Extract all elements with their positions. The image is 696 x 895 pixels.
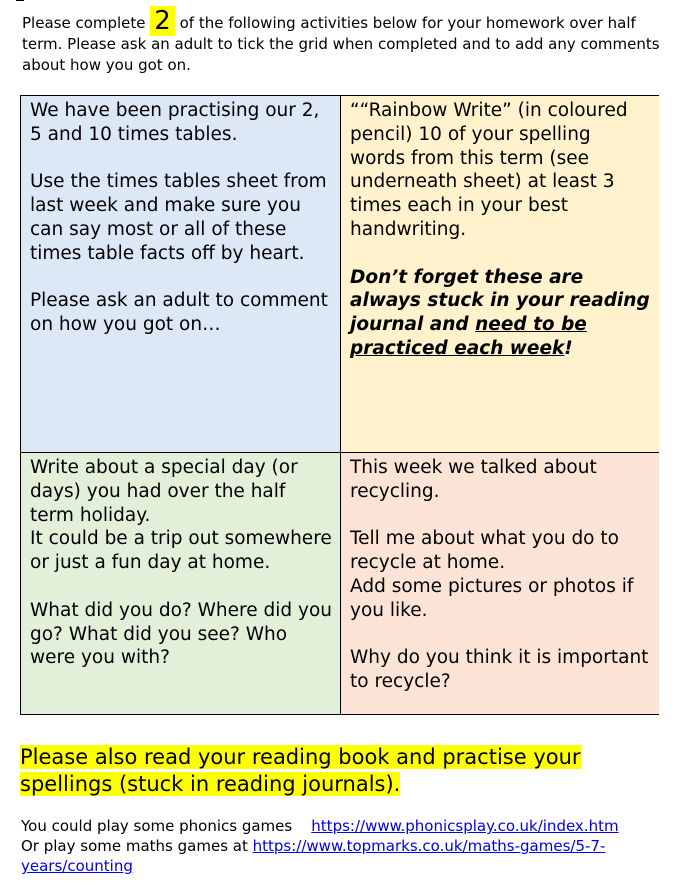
activity-count: 2 [150,6,175,36]
reading-note-text: Please also read your reading book and practise your spellings (stuck in reading journals). [20,745,581,796]
recycling-task: Tell me about what you do to recycle at home. [350,528,619,574]
phonics-link[interactable]: https://www.phonicsplay.co.uk/index.htm [311,817,619,835]
maths-games-link[interactable]: https://www.topmarks.co.uk/maths-games/5-7-years/counting [21,837,606,875]
activity-grid [20,95,659,715]
spelling-reminder-emphasis: need to be practiced each week [350,314,587,359]
game-links [21,816,681,876]
special-day-task: Write about a special day (or days) you had over the half term holiday. [30,457,298,526]
maths-text: Or play some maths games at [21,837,248,855]
corner-mark [16,0,24,1]
special-day-questions: What did you do? Where did you go? What did you see? Who were you with? [30,599,332,669]
activity-special-day [21,453,341,714]
times-tables-intro: We have been practising our 2, 5 and 10 times tables. [30,100,320,145]
activity-recycling [341,453,659,714]
spelling-reminder-end: ! [564,337,573,359]
times-tables-comment: Please ask an adult to comment on how you got on… [30,290,328,336]
reading-note [20,744,670,798]
rainbow-write-task: ““Rainbow Write” (in coloured pencil) 10 of your spelling words from this term (see underneath sheet) at least 3 times each in your best handwriting. [350,100,628,240]
intro-text-end: of the following activities below for your homework over half term. Please ask an adult to tick the grid when completed and to add any comments about how you got on. [22,14,660,74]
recycling-pictures: Add some pictures or photos if you like. [350,575,634,621]
spelling-reminder [350,266,651,361]
special-day-idea: It could be a trip out somewhere or just a fun day at home. [30,528,332,574]
times-tables-task: Use the times tables sheet from last week and make sure you can say most or all of these times table facts off by heart. [30,171,327,264]
maths-line [21,836,681,876]
phonics-line [21,816,681,836]
spelling-reminder-text: Don’t forget these are always stuck in your reading journal and [350,266,650,336]
intro-text-start: Please complete [22,14,151,32]
instructions [22,8,672,76]
recycling-intro: This week we talked about recycling. [350,457,597,502]
activity-rainbow-write [341,96,659,453]
phonics-text: You could play some phonics games [21,817,293,835]
activity-times-tables [21,96,341,453]
recycling-question: Why do you think it is important to recycle? [350,647,649,693]
